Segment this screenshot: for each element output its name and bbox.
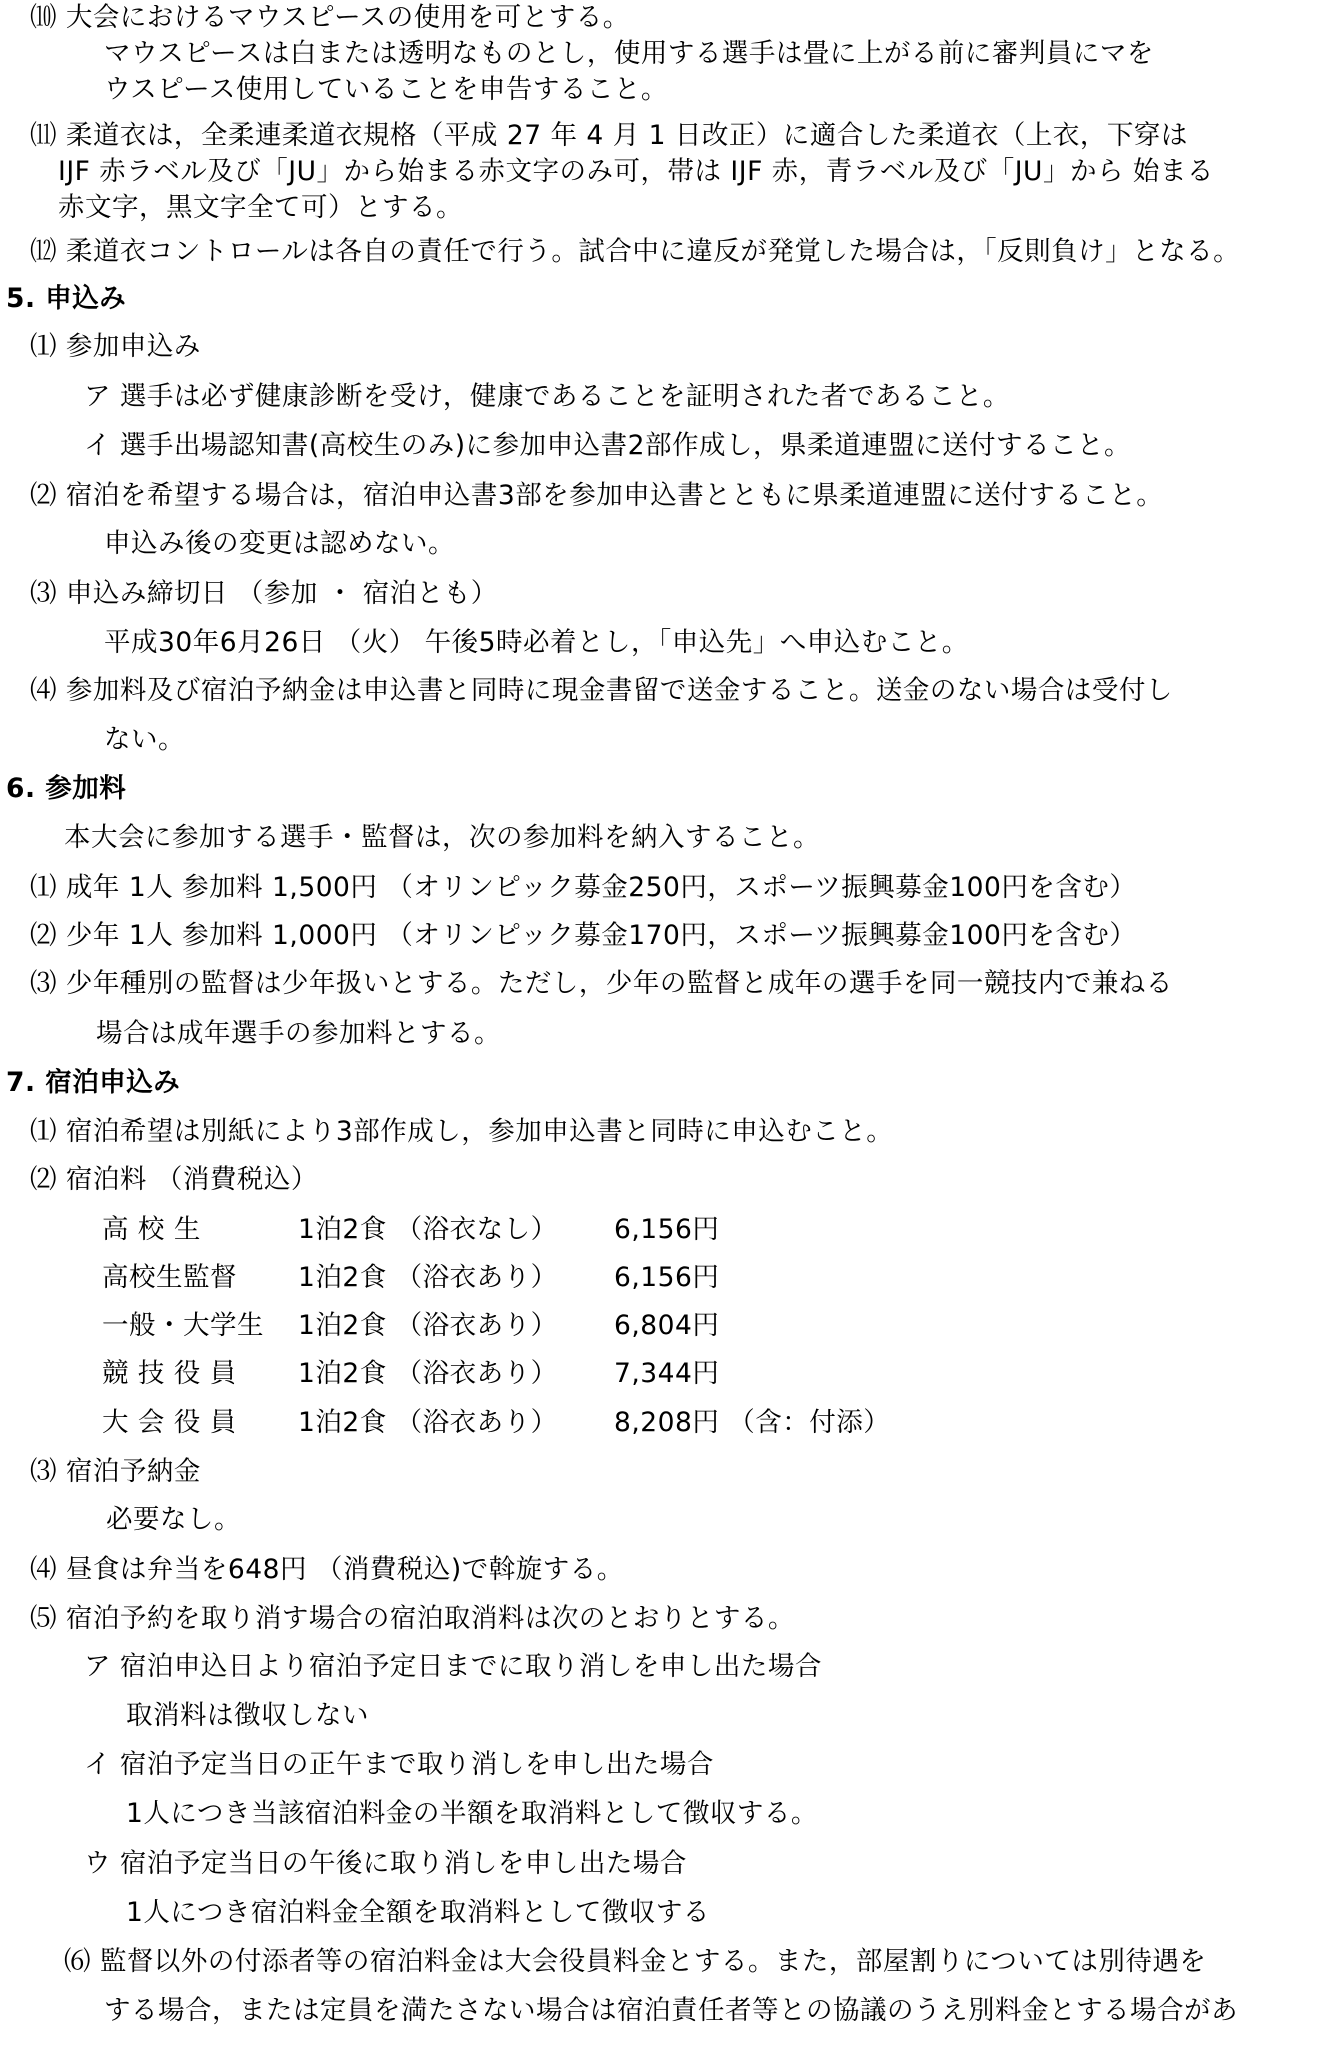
text-line: 場合は成年選手の参加料とする。 <box>96 1018 501 1049</box>
text-line: 1人につき当該宿泊料金の半額を取消料として徴収する。 <box>126 1798 818 1829</box>
sub-item-i: イ 宿泊予定当日の正午まで取り消しを申し出た場合 <box>84 1749 714 1780</box>
item-11-judogi: ⑾ 柔道衣は，全柔連柔道衣規格（平成 27 年 4 月 1 日改正）に適合した柔道衣（上衣，下穿は <box>30 120 1188 151</box>
section-heading-6: 6. 参加料 <box>6 773 127 804</box>
section-heading-5: 5. 申込み <box>6 283 127 314</box>
item-1-entry: ⑴ 参加申込み <box>30 331 201 362</box>
fee-adult: ⑴ 成年 1人 参加料 1,500円 （オリンピック募金250円，スポーツ振興募金100円を含む） <box>30 872 1137 903</box>
rate-plan: 1泊2食 （浴衣あり） <box>298 1358 558 1389</box>
rate-price: 6,156円 <box>614 1262 720 1293</box>
item-10-mouthpiece: ⑽ 大会におけるマウスピースの使用を可とする。 <box>30 2 630 33</box>
item-5-cancellation: ⑸ 宿泊予約を取り消す場合の宿泊取消料は次のとおりとする。 <box>30 1603 795 1634</box>
section-heading-7: 7. 宿泊申込み <box>6 1067 181 1098</box>
item-4-fees: ⑷ 参加料及び宿泊予納金は申込書と同時に現金書留で送金すること。送金のない場合は受付し <box>30 675 1173 706</box>
text-line: ない。 <box>104 724 185 755</box>
item-2-lodging-fee: ⑵ 宿泊料 （消費税込） <box>30 1164 318 1195</box>
text-line: ウスピース使用していることを申告すること。 <box>104 74 668 105</box>
item-3-deposit: ⑶ 宿泊予納金 <box>30 1456 201 1487</box>
text-line: 申込み後の変更は認めない。 <box>104 528 455 559</box>
rate-price: 8,208円 （含：付添） <box>614 1407 891 1438</box>
text-line: 1人につき宿泊料金全額を取消料として徴収する <box>126 1897 710 1928</box>
rate-plan: 1泊2食 （浴衣あり） <box>298 1262 558 1293</box>
rate-category: 一般・大学生 <box>102 1310 264 1341</box>
rate-category: 大 会 役 員 <box>102 1407 237 1438</box>
rate-category: 高校生監督 <box>102 1262 237 1293</box>
fee-youth: ⑵ 少年 1人 参加料 1,000円 （オリンピック募金170円，スポーツ振興募金100円を含む） <box>30 920 1137 951</box>
rate-plan: 1泊2食 （浴衣あり） <box>298 1310 558 1341</box>
sub-item-a: ア 宿泊申込日より宿泊予定日までに取り消しを申し出た場合 <box>84 1651 822 1682</box>
item-2-lodging: ⑵ 宿泊を希望する場合は，宿泊申込書3部を参加申込書とともに県柔道連盟に送付すること。 <box>30 480 1164 511</box>
rate-plan: 1泊2食 （浴衣なし） <box>298 1214 558 1245</box>
rate-price: 6,804円 <box>614 1310 720 1341</box>
text-line: 取消料は徴収しない <box>126 1700 369 1731</box>
item-3-deadline: ⑶ 申込み締切日 （参加 ・ 宿泊とも） <box>30 578 498 609</box>
item-6-attendant-fee: ⑹ 監督以外の付添者等の宿泊料金は大会役員料金とする。また，部屋割りについては別待遇を <box>64 1946 1207 1977</box>
rate-plan: 1泊2食 （浴衣あり） <box>298 1407 558 1438</box>
rate-price: 7,344円 <box>614 1358 720 1389</box>
text-line: 赤文字，黒文字全て可）とする。 <box>58 192 463 223</box>
sub-item-a: ア 選手は必ず健康診断を受け，健康であることを証明された者であること。 <box>84 381 1010 412</box>
deadline-text: 平成30年6月26日 （火） 午後5時必着とし，「申込先」へ申込むこと。 <box>104 627 969 658</box>
sub-item-i: イ 選手出場認知書(高校生のみ)に参加申込書2部作成し，県柔道連盟に送付すること。 <box>84 430 1131 461</box>
text-line: 本大会に参加する選手・監督は，次の参加料を納入すること。 <box>64 822 820 853</box>
text-line: 必要なし。 <box>106 1504 241 1535</box>
rate-price: 6,156円 <box>614 1214 720 1245</box>
item-12-judogi-control: ⑿ 柔道衣コントロールは各自の責任で行う。試合中に違反が発覚した場合は，「反則負け」となる。 <box>30 236 1241 267</box>
text-line: マウスピースは白または透明なものとし，使用する選手は畳に上がる前に審判員にマを <box>104 38 1154 69</box>
rate-category: 競 技 役 員 <box>102 1358 237 1389</box>
sub-item-u: ウ 宿泊予定当日の午後に取り消しを申し出た場合 <box>84 1848 687 1879</box>
text-line: する場合，または定員を満たさない場合は宿泊責任者等との協議のうえ別料金とする場合があ <box>104 1995 1238 2026</box>
text-line: IJF 赤ラベル及び「JU」から始まる赤文字のみ可，帯は IJF 赤，青ラベル及び「JU」から 始まる <box>58 156 1214 187</box>
item-4-lunch: ⑷ 昼食は弁当を648円 （消費税込)で斡旋する。 <box>30 1554 624 1585</box>
item-1-lodging-request: ⑴ 宿泊希望は別紙により3部作成し，参加申込書と同時に申込むこと。 <box>30 1116 894 1147</box>
rate-category: 高 校 生 <box>102 1214 201 1245</box>
item-3-coach: ⑶ 少年種別の監督は少年扱いとする。ただし，少年の監督と成年の選手を同一競技内で兼ねる <box>30 968 1173 999</box>
